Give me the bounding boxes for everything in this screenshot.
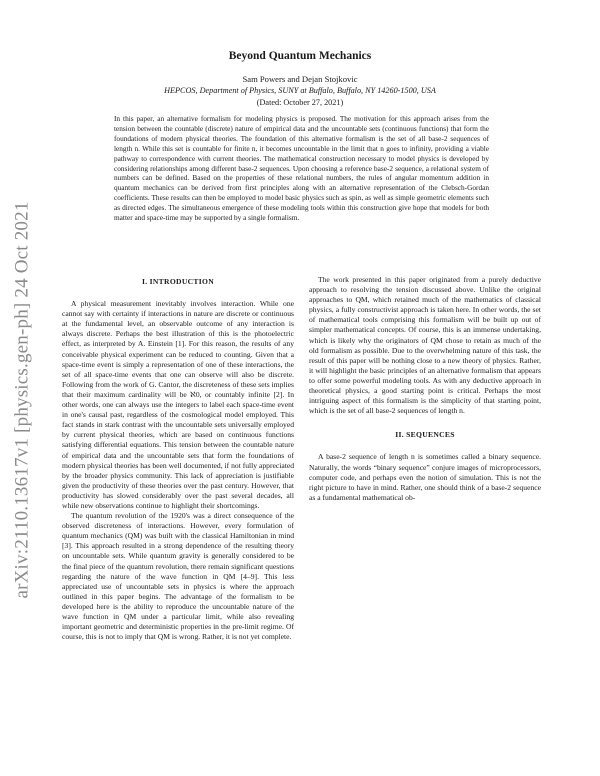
paper-title: Beyond Quantum Mechanics bbox=[228, 50, 372, 62]
abstract: In this paper, an alternative formalism for modeling physics is proposed. The motivation for this approach arises from the tension between the countable (discrete) nature of empirical data and the uncountable sets (continuous functions) that form the foundations of modern physical theories. The foundation of this alternative formalism is the set of all base-2 sequences of length n. While this set is countable for finite n, it becomes uncountable in the limit that n goes to infinity, providing a viable pathway to correspondence with current theories. The mathematical construction necessary to model physics is developed by considering relationships among different base-2 sequences. Upon choosing a reference base-2 sequence, a relational system of numbers can be defined. Based on the properties of these relational numbers, the rules of angular momentum addition in quantum mechanics can be derived from first principles along with an alternative representation of the Clebsch-Gordan coefficients. These results can then be employed to model basic physics such as spin, as well as simple geometric elements such as directed edges. The simultaneous emergence of these modeling tools within this construction give hope that models for both matter and space-time may be supported by a single formalism. bbox=[114, 114, 489, 223]
paper-authors: Sam Powers and Dejan Stojkovic bbox=[242, 74, 358, 84]
section-heading-sequences: II. SEQUENCES bbox=[395, 430, 455, 440]
sequences-paragraph-1: A base-2 sequence of length n is sometimes called a binary sequence. Naturally, the words “binary sequence” conjure images of microprocessors, computer code, and perhaps even the notion of simulation. This is not the right picture to have in mind. Rather, one should think of a base-2 sequence as a fundamental mathematical ob- bbox=[309, 452, 541, 502]
intro-paragraph-1: A physical measurement inevitably involves interaction. While one cannot say with certainty if interactions in nature are discrete or continuous at the fundamental level, an observable outcome of any interaction is always discrete. Perhaps the best illustration of this is the photoelectric effect, as interpreted by A. Einstein [1]. For this reason, the results of any conceivable physical experiment can be reduced to counting. Given that a space-time event is simply a representation of one of these interactions, the set of all space-time events that one can observe will also be discrete. Following from the work of G. Cantor, the discreteness of these sets implies that their maximum cardinality will be ℵ0, or countably infinite [2]. In other words, one can always use the integers to label each space-time event in one's causal past, regardless of the cosmological model employed. This fact stands in stark contrast with the uncountable sets universally employed by current physical theories, which are based on continuous functions satisfying differential equations. This tension between the countable nature of empirical data and the uncountable sets that form the foundations of modern physical theories has been well documented, if not fully appreciated by the broader physics community. This lack of appreciation is justifiable given the productivity of these theories over the past century. However, that productivity has slowed considerably over the past several decades, all while new observations continue to highlight their shortcomings. bbox=[62, 299, 294, 510]
arxiv-identifier-text: arXiv:2110.13617v1 [physics.gen-ph] 24 Oct 2021 bbox=[12, 201, 33, 599]
arxiv-identifier bbox=[6, 180, 40, 620]
paper-date: (Dated: October 27, 2021) bbox=[256, 98, 344, 107]
paper-affiliation: HEPCOS, Department of Physics, SUNY at Buffalo, Buffalo, NY 14260-1500, USA bbox=[164, 86, 436, 95]
right-column bbox=[309, 275, 541, 770]
intro-paragraph-3: The work presented in this paper originated from a purely deductive approach to resolving the tension discussed above. Unlike the original approaches to QM, which retained much of the mathematics of classical physics, a fully constructivist approach is taken here. In other words, the set of mathematical tools comprising this formalism will be built up out of simpler mathematical concepts. Of course, this is an immense undertaking, which is likely why the originators of QM chose to retain as much of the old formalism as possible. Due to the overwhelming nature of this task, the result of this paper will be nothing close to a new theory of physics. Rather, it will highlight the basic principles of an alternative formalism that appears to offer some powerful modeling tools. As with any deductive approach in theoretical physics, a good starting point is critical. Perhaps the most intriguing aspect of this formalism is the simplicity of that starting point, which is the set of all base-2 sequences of length n. bbox=[309, 275, 541, 416]
intro-paragraph-2: The quantum revolution of the 1920's was a direct consequence of the observed discreteness of interactions. However, every formulation of quantum mechanics (QM) was built with the classical Hamiltonian in mind [3]. This approach resulted in a strong dependence of the resulting theory on uncountable sets. While quantum gravity is generally considered to be the final piece of the quantum revolution, there remain significant questions regarding the nature of the wave function in QM [4–9]. This less appreciated use of uncountable sets in physics is where the approach outlined in this paper begins. The advantage of the formalism to be developed here is the ability to reproduce the uncountable nature of the wave function in QM under a particular limit, while also revealing important geometric and deterministic properties in the pre-limit regime. Of course, this is not to imply that QM is wrong. Rather, it is not yet complete. bbox=[62, 511, 294, 642]
section-heading-introduction: I. INTRODUCTION bbox=[141, 277, 214, 286]
left-column bbox=[62, 275, 294, 770]
